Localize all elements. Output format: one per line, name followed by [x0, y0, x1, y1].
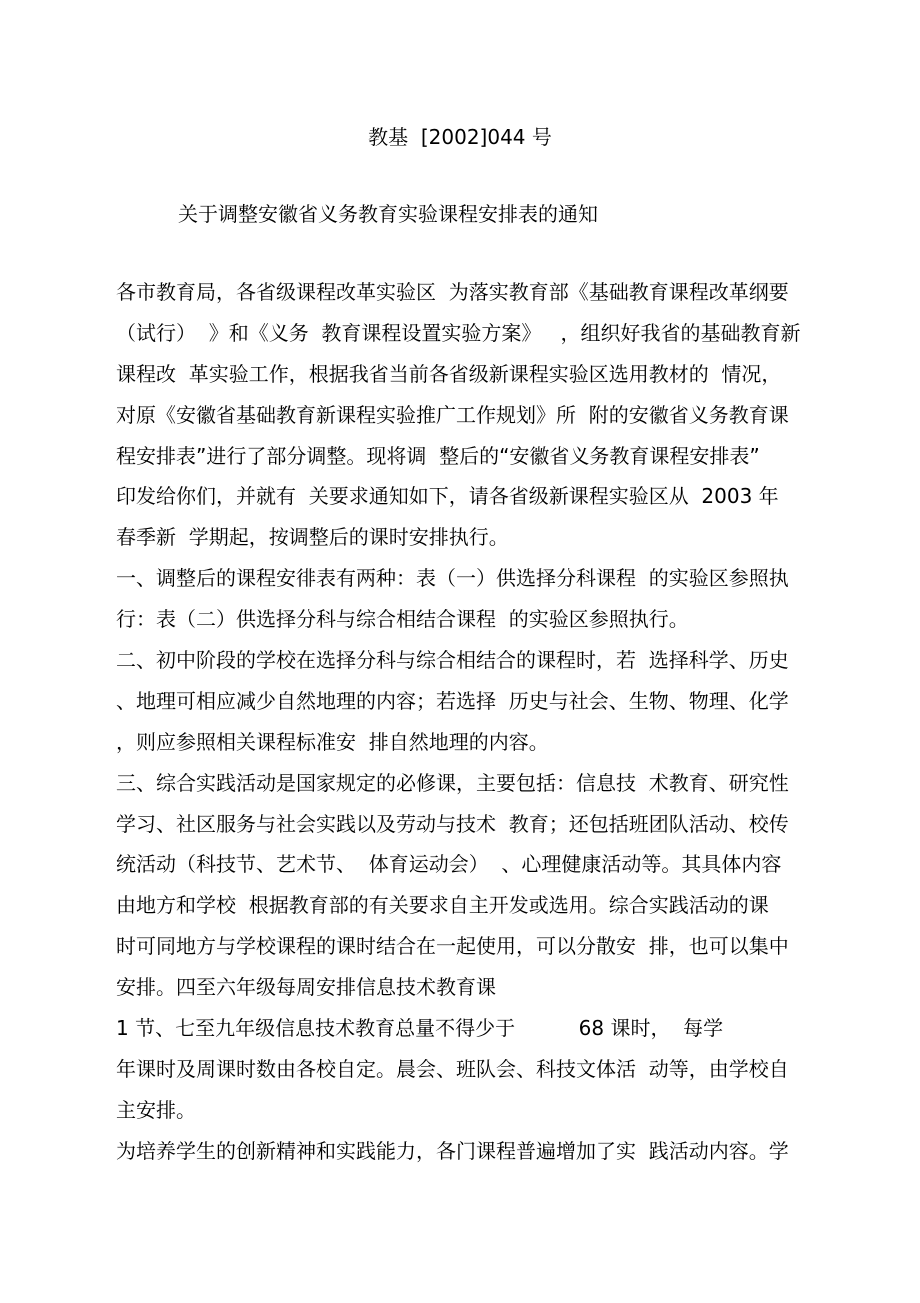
body-line: 程安排表”进行了部分调整。现将调 整后的“安徽省义务教育课程安排表” [116, 443, 760, 468]
body-line: 印发给你们，并就有 关要求通知如下，请各省级新课程实验区从 2003 年 [116, 484, 779, 509]
body-line: 三、综合实践活动是国家规定的必修课，主要包括：信息技 术教育、研究性 [116, 770, 789, 795]
body-line: 年课时及周课时数由各校自定。晨会、班队会、科技文体活 动等，由学校自 [116, 1056, 789, 1081]
body-line: 、地理可相应减少自然地理的内容；若选择 历史与社会、生物、物理、化学 [116, 688, 789, 713]
body-line: 一、调整后的课程安徘表有两种：表（一）供选择分科课程 的实验区参照执 [116, 566, 789, 591]
body-line: 主安排。 [116, 1097, 196, 1122]
body-line: 行：表（二）供选择分科与综合相结合课程 的实验区参照执行。 [116, 607, 689, 632]
document-number: 教基 [2002]044 号 [368, 125, 552, 149]
body-line: 时可同地方与学校课程的课时结合在一起使用，可以分散安 排，也可以集中 [116, 934, 789, 959]
body-line: 安排。四至六年级每周安排信息技术教育课 [116, 975, 496, 1000]
body-line: 由地方和学校 根据教育部的有关要求自主开发或选用。综合实践活动的课 [116, 893, 769, 918]
document-body [116, 272, 836, 1172]
body-line: 1 节、七至九年级信息技术教育总量不得少于 68 课时， 每学 [116, 1016, 724, 1041]
document-title: 关于调整安徽省义务教育实验课程安排表的通知 [178, 202, 598, 226]
body-line: 统活动（科技节、艺术节、 体育运动会） 、心理健康活动等。其具体内容 [116, 852, 782, 877]
body-line: 对原《安徽省基础教育新课程实验推广工作规划》所 附的安徽省义务教育课 [116, 402, 789, 427]
body-line: 学习、社区服务与社会实践以及劳动与技术 教育；还包括班团队活动、校传 [116, 811, 789, 836]
body-line: 课程改 革实验工作，根据我省当前各省级新课程实验区选用教材的 情况， [116, 361, 782, 386]
body-line: 二、初中阶段的学校在选择分科与综合相结合的课程时，若 选择科学、历史 [116, 648, 789, 673]
body-line: ，则应参照相关课程标准安 排自然地理的内容。 [116, 729, 549, 754]
body-line: 春季新 学期起，按调整后的课时安排执行。 [116, 525, 509, 550]
body-line: （试行） 》和《义务 教育课程设置实验方案》 ，组织好我省的基础教育新 [116, 320, 801, 345]
body-line: 为培养学生的创新精神和实践能力，各门课程普遍增加了实 践活动内容。学 [116, 1138, 789, 1163]
body-line: 各市教育局，各省级课程改革实验区 为落实教育部《基础教育课程改革纲要 [116, 280, 789, 304]
